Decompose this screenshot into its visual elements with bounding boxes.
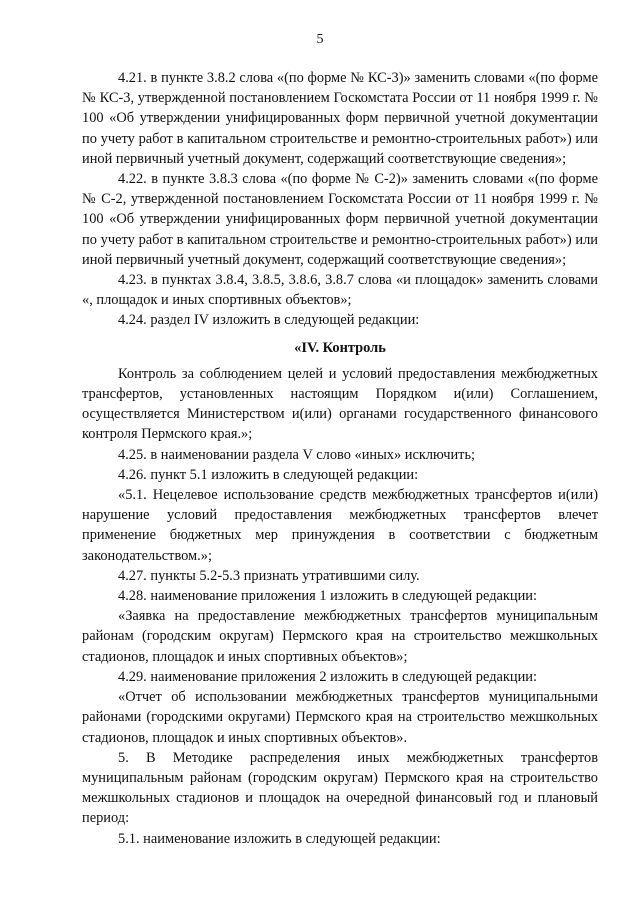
- paragraph-4-23: 4.23. в пунктах 3.8.4, 3.8.5, 3.8.6, 3.8.7 слова «и площадок» заменить словами «, площадок и иных спортивных объектов»;: [82, 272, 598, 309]
- paragraph-5-methodology: 5. В Методике распределения иных межбюджетных трансфертов муниципальным районам (городским округам) Пермского края на строительство межшкольных стадионов и площадок на очередной финансовый год и плановый период:: [82, 749, 598, 827]
- paragraph-5-1-quote: «5.1. Нецелевое использование средств межбюджетных трансфертов и(или) нарушение условий предоставления межбюджетных трансфертов влечет применение бюджетных мер принуждения в соответствии с бюджетным законодательством.»;: [82, 487, 598, 564]
- document-body: [82, 68, 598, 849]
- paragraph-4-24: 4.24. раздел IV изложить в следующей редакции:: [118, 312, 420, 329]
- paragraph-4-26: 4.26. пункт 5.1 изложить в следующей редакции:: [118, 466, 419, 483]
- paragraph-application-1-quote: «Заявка на предоставление межбюджетных трансфертов муниципальным районам (городским округам) Пермского края на строительство межшкольных стадионов, площадок и иных спортивных объектов»;: [82, 608, 598, 665]
- paragraph-application-2-quote: «Отчет об использовании межбюджетных трансфертов муниципальными районами (городскими округами) Пермского края на строительство межшкольных стадионов, площадок и иных спортивных объектов».: [82, 689, 598, 746]
- paragraph-4-27: 4.27. пункты 5.2-5.3 признать утратившими силу.: [118, 567, 420, 584]
- paragraph-4-28: 4.28. наименование приложения 1 изложить в следующей редакции:: [118, 588, 537, 605]
- paragraph-control-text: Контроль за соблюдением целей и условий предоставления межбюджетных трансфертов, установленных настоящим Порядком и(или) Соглашением, осуществляется Министерством и(или) органами государственного финансового контроля Пермского края.»;: [82, 365, 598, 443]
- page-number: 5: [316, 32, 324, 47]
- paragraph-5-1: 5.1. наименование изложить в следующей редакции:: [118, 830, 441, 847]
- section-heading-control: «IV. Контроль: [294, 339, 386, 356]
- paragraph-4-29: 4.29. наименование приложения 2 изложить в следующей редакции:: [118, 668, 537, 685]
- paragraph-4-22: 4.22. в пункте 3.8.3 слова «(по форме № С-2)» заменить словами «(по форме № С-2, утвержденной постановлением Госкомстата России от 11 ноября 1999 г. № 100 «Об утверждении унифицированных форм первичной учетной документации по учету работ в капитальном строительстве и ремонтно-строительных работ») или иной первичный учетный документ, содержащий соответствующие сведения»;: [82, 171, 598, 268]
- paragraph-4-25: 4.25. в наименовании раздела V слово «иных» исключить;: [118, 446, 476, 463]
- paragraph-4-21: 4.21. в пункте 3.8.2 слова «(по форме № КС-3)» заменить словами «(по форме № КС-3, утвержденной постановлением Госкомстата России от 11 ноября 1999 г. № 100 «Об утверждении унифицированных форм первичной учетной документации по учету работ в капитальном строительстве и ремонтно-строительных работ») или иной первичный учетный документ, содержащий соответствующие сведения»;: [82, 70, 598, 167]
